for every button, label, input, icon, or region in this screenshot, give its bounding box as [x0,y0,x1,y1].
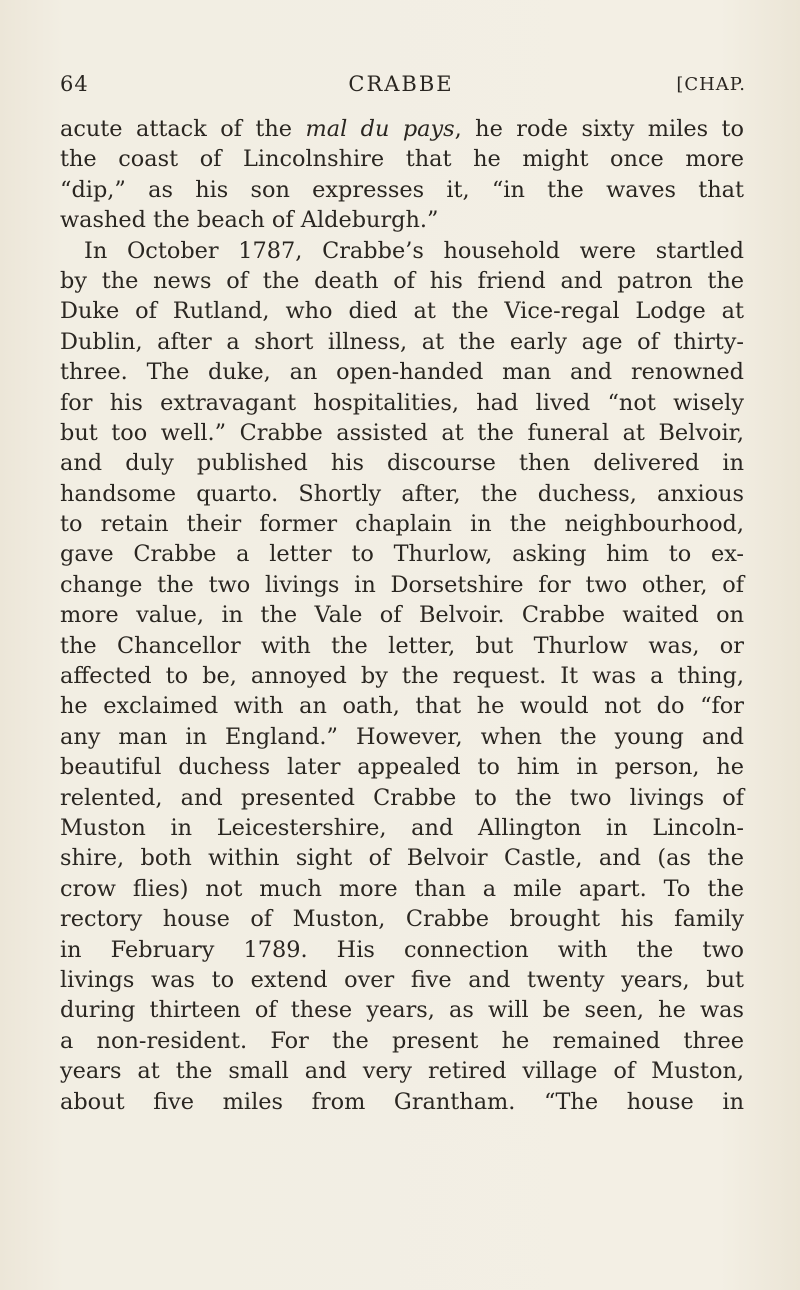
text-line: handsome quarto. Shortly after, the duchess, anxious [60,480,744,507]
text-line: more value, in the Vale of Belvoir. Crabbe waited on [60,602,744,629]
text-line: for his extravagant hospitalities, had lived “not wisely [60,389,744,416]
italic-phrase: mal du pays [305,116,455,142]
chapter-marker: [CHAP. [676,74,746,95]
text-line: the Chancellor with the letter, but Thurlow was, or [60,632,744,659]
text-line: by the news of the death of his friend and patron the [60,267,744,294]
text-line: Dublin, after a short illness, at the early age of thirty- [60,328,744,355]
text-line: Muston in Leicestershire, and Allington in Lincoln- [60,814,744,841]
text-line: rectory house of Muston, Crabbe brought his family [60,906,744,933]
text-line: three. The duke, an open-handed man and renowned [60,359,744,386]
text-line: he exclaimed with an oath, that he would not do “for [60,693,744,720]
text-line: about five miles from Grantham. “The house in [60,1088,744,1115]
text-line: to retain their former chaplain in the neighbourhood, [60,511,744,538]
text-line: washed the beach of Aldeburgh.” [60,207,439,234]
text-line: during thirteen of these years, as will be seen, he was [60,997,744,1024]
text-line: “dip,” as his son expresses it, “in the waves that [60,176,744,203]
text-line: but too well.” Crabbe assisted at the funeral at Belvoir, [60,419,744,446]
text-line: beautiful duchess later appealed to him in person, he [60,754,744,781]
text-line: change the two livings in Dorsetshire for two other, of [60,571,744,598]
page-number: 64 [60,72,89,96]
text-line: shire, both within sight of Belvoir Castle, and (as the [60,845,744,872]
text-line: livings was to extend over five and twenty years, but [60,966,744,993]
text-line: relented, and presented Crabbe to the two livings of [60,784,744,811]
text-line: in February 1789. His connection with the two [60,936,744,963]
text-line: a non-resident. For the present he remained three [60,1027,744,1054]
text-line: years at the small and very retired village of Muston, [60,1058,744,1085]
text-line: affected to be, annoyed by the request. It was a thing, [60,663,744,690]
running-title: CRABBE [348,72,454,96]
text-line: any man in England.” However, when the young and [60,723,744,750]
text-line: Duke of Rutland, who died at the Vice-regal Lodge at [60,298,744,325]
text-line: the coast of Lincolnshire that he might once more [60,146,744,173]
text-line: acute attack of the mal du pays, he rode sixty miles to [60,116,744,142]
text-line: gave Crabbe a letter to Thurlow, asking him to ex- [60,541,744,568]
text-line: crow flies) not much more than a mile apart. To the [60,875,744,902]
running-head [56,68,746,102]
text-line: and duly published his discourse then delivered in [60,450,744,477]
text-line: In October 1787, Crabbe’s household were startled [84,237,744,264]
body-text [60,114,744,1117]
